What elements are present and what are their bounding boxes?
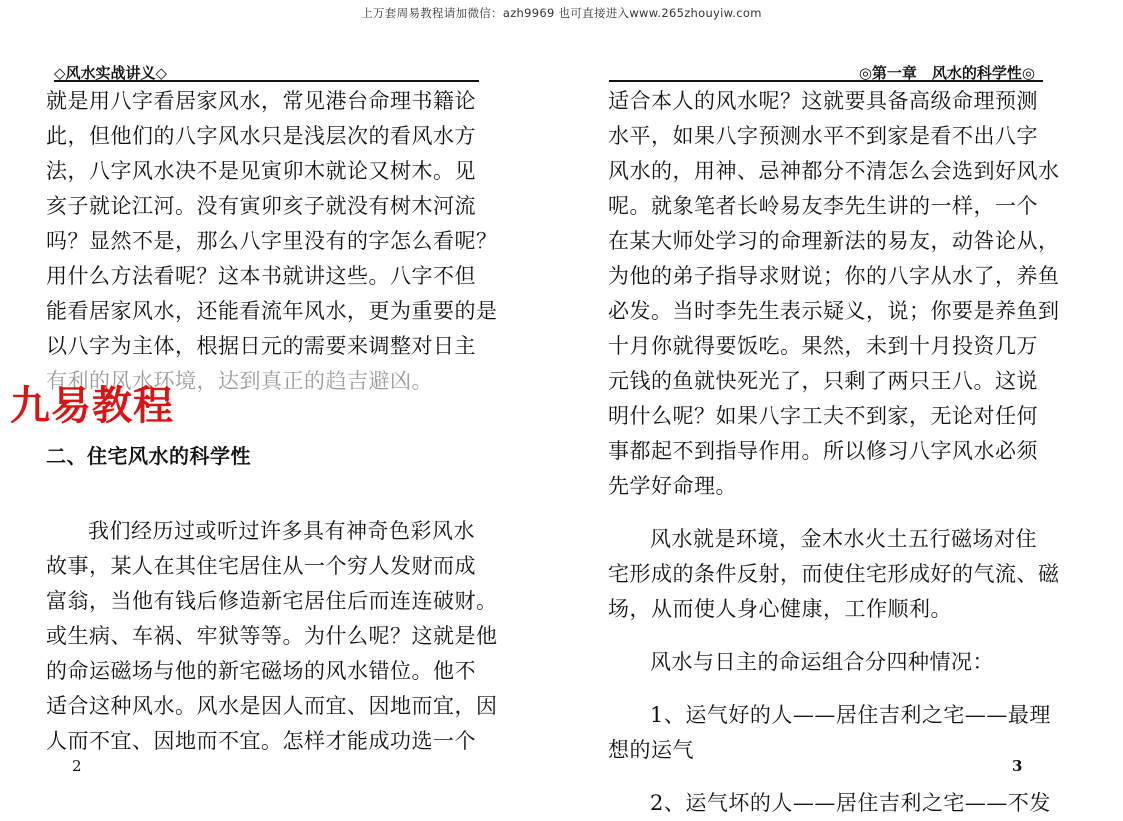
watermark-logo: 九易教程 <box>10 383 174 429</box>
text-line: 场，从而使人身心健康，工作顺利。 <box>608 597 952 621</box>
left-page-number: 2 <box>72 757 82 775</box>
text-line: 适合这种风水。风水是因人而宜、因地而宜，因 <box>46 694 498 718</box>
list-item: 2、运气坏的人——居住吉利之宅——不发 <box>650 791 1051 815</box>
text-line: 此，但他们的八字风水只是浅层次的看风水方 <box>46 124 476 148</box>
text-line: 吗？显然不是，那么八字里没有的字怎么看呢？ <box>46 229 498 253</box>
text-line: 以八字为主体，根据日元的需要来调整对日主 <box>46 334 476 358</box>
text-line: 人而不宜、因地而不宜。怎样才能成功选一个 <box>46 729 476 753</box>
right-page-number: 3 <box>1012 757 1023 775</box>
paragraph-gap <box>608 627 1054 645</box>
left-running-header: ◇风水实战讲义◇ <box>54 64 168 82</box>
text-line: 我们经历过或听过许多具有神奇色彩风水 <box>88 519 475 543</box>
text-line: 风水就是环境，金木水火土五行磁场对住 <box>650 527 1037 551</box>
right-running-header: ◎第一章 风水的科学性◎ <box>858 64 1035 82</box>
text-line: 水平，如果八字预测水平不到家是看不出八字 <box>608 124 1038 148</box>
right-header-rule <box>609 80 1043 82</box>
left-header-rule <box>54 80 479 82</box>
right-body-text <box>608 84 1060 821</box>
text-line: 风水与日主的命运组合分四种情况： <box>650 650 994 674</box>
paragraph-gap <box>608 504 1054 522</box>
text-line: 能看居家风水，还能看流年风水，更为重要的是 <box>46 299 498 323</box>
text-line: 十月你就得要饭吃。果然，未到十月投资几万 <box>608 334 1038 358</box>
text-line: 事都起不到指导作用。所以修习八字风水必须 <box>608 439 1038 463</box>
text-line: 明什么呢？如果八字工夫不到家，无论对任何 <box>608 404 1038 428</box>
paragraph-gap <box>608 680 1054 698</box>
text-line: 元钱的鱼就快死光了，只剩了两只王八。这说 <box>608 369 1038 393</box>
text-line: 宅形成的条件反射，而使住宅形成好的气流、磁 <box>608 562 1060 586</box>
text-line: 法，八字风水决不是见寅卯木就论又树木。见 <box>46 159 476 183</box>
text-line: 在某大师处学习的命理新法的易友，动咎论从， <box>608 229 1060 253</box>
text-line: 故事，某人在其住宅居住从一个穷人发财而成 <box>46 554 476 578</box>
text-line: 用什么方法看呢？这本书就讲这些。八字不但 <box>46 264 476 288</box>
text-line: 有利的风水环境，达到真正的趋吉避凶。 <box>46 369 433 393</box>
text-line: 亥子就论江河。没有寅卯亥子就没有树木河流 <box>46 194 476 218</box>
text-line: 适合本人的风水呢？这就要具备高级命理预测 <box>608 89 1038 113</box>
text-line: 想的运气 <box>608 738 694 762</box>
text-line: 先学好命理。 <box>608 474 737 498</box>
right-page <box>560 0 1123 815</box>
text-line: 为他的弟子指导求财说；你的八字从水了，养鱼 <box>608 264 1060 288</box>
text-line: 就是用八字看居家风水，常见港台命理书籍论 <box>46 89 476 113</box>
top-banner: 上万套周易教程请加微信：azh9969 也可直接进入www.265zhouyiw.com <box>361 6 762 20</box>
text-line: 风水的，用神、忌神都分不清怎么会选到好风水 <box>608 159 1060 183</box>
list-item: 1、运气好的人——居住吉利之宅——最理 <box>650 703 1051 727</box>
text-line: 的命运磁场与他的新宅磁场的风水错位。他不 <box>46 659 476 683</box>
text-line: 呢。就象笔者长岭易友李先生讲的一样，一个 <box>608 194 1038 218</box>
text-line: 或生病、车祸、牢狱等等。为什么呢？这就是他 <box>46 624 498 648</box>
text-line: 必发。当时李先生表示疑义，说；你要是养鱼到 <box>608 299 1060 323</box>
text-line: 富翁，当他有钱后修造新宅居住后而连连破财。 <box>46 589 498 613</box>
paragraph-gap <box>46 474 498 514</box>
paragraph-gap <box>608 768 1054 786</box>
section-heading: 二、住宅风水的科学性 <box>46 444 251 468</box>
